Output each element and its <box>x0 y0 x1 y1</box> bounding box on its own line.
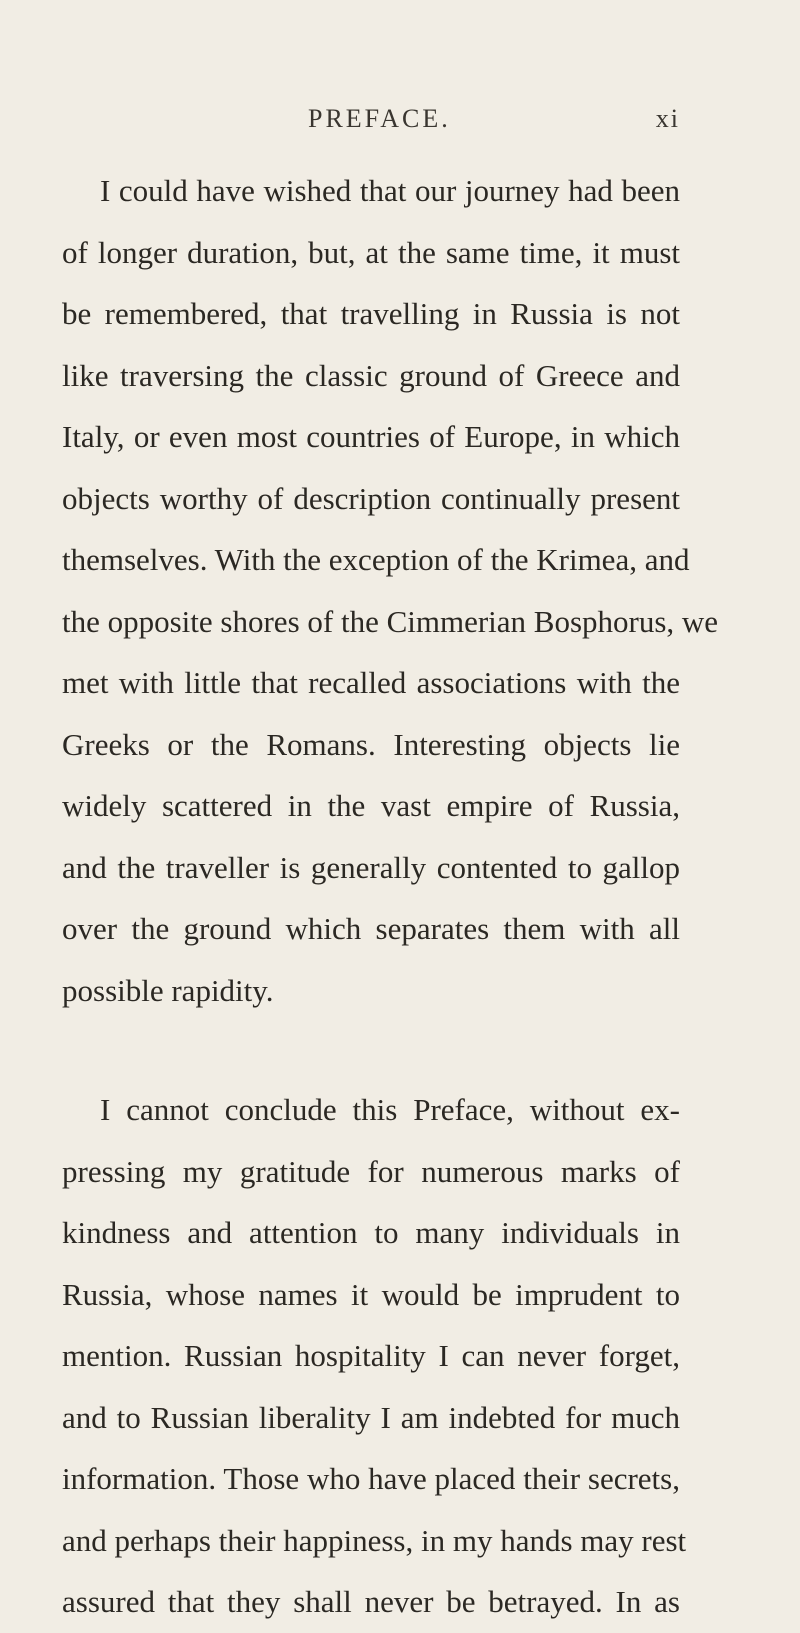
text-line: Greeks or the Romans. Interesting objects lie <box>62 726 680 762</box>
text-line: Italy, or even most countries of Europe, in which <box>62 419 680 454</box>
text-line: pressing my gratitude for numerous marks of <box>62 1153 680 1189</box>
paragraph-1 <box>62 160 719 1021</box>
text-line: like traversing the classic ground of Greece and <box>62 357 680 393</box>
text-line: and the traveller is generally contented to gallop <box>62 849 680 885</box>
text-line: objects worthy of description continually present <box>62 480 680 516</box>
running-head <box>62 104 680 144</box>
text-line: the opposite shores of the Cimmerian Bosphorus, we <box>62 603 719 639</box>
text-line: of longer duration, but, at the same time, it must <box>62 234 680 270</box>
body-text <box>62 160 719 1633</box>
text-line: I cannot conclude this Preface, without ex- <box>100 1092 680 1127</box>
paragraph-2 <box>62 1079 687 1633</box>
text-line: assured that they shall never be betrayed. In as <box>62 1584 680 1619</box>
text-line: I could have wished that our journey had been <box>100 173 680 208</box>
text-line: possible rapidity. <box>62 972 274 1008</box>
text-line: met with little that recalled associations with the <box>62 665 680 700</box>
text-line: mention. Russian hospitality I can never forget, <box>62 1338 680 1373</box>
page-number: xi <box>655 104 680 133</box>
text-line: information. Those who have placed their secrets, <box>62 1461 680 1496</box>
text-line: and to Russian liberality I am indebted for much <box>62 1399 680 1435</box>
text-line: and perhaps their happiness, in my hands may rest <box>62 1522 687 1558</box>
text-line: be remembered, that travelling in Russia is not <box>62 296 680 331</box>
running-title: PREFACE. <box>308 104 451 133</box>
text-line: kindness and attention to many individuals in <box>62 1215 680 1250</box>
text-line: Russia, whose names it would be imprudent to <box>62 1276 680 1312</box>
text-line: widely scattered in the vast empire of Russia, <box>62 788 680 823</box>
text-line: over the ground which separates them with all <box>62 911 680 946</box>
paragraph-gap <box>62 1021 680 1079</box>
text-line: themselves. With the exception of the Krimea, and <box>62 542 690 577</box>
